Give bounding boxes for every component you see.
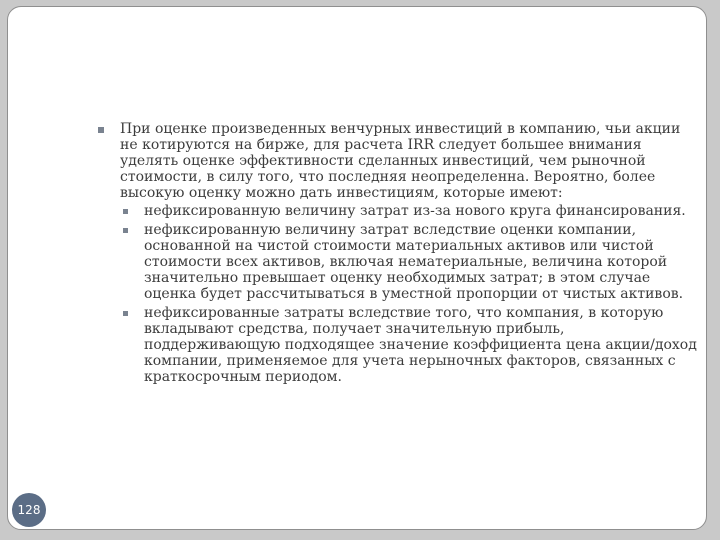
sub-bullet-item [120,203,698,219]
main-paragraph: При оценке произведенных венчурных инвестиций в компанию, чьи акции не котируются на бирже, для расчета IRR следует большее внимания уделять оценке эффективности сделанных инвестиций, чем рыночной стоимости, в силу того, что последняя неопределенна. Вероятно, более высокую оценку можно дать инвестициям, которые имеют: [120,121,681,201]
square-bullet-icon [123,228,128,233]
sub-bullet-list [120,203,698,385]
square-bullet-icon [123,311,128,316]
sub-bullet-item [120,222,698,302]
slide-content [98,121,698,388]
main-bullet-item [98,121,698,385]
sub-item-text: нефиксированную величину затрат вследствие оценки компании, основанной на чистой стоимости материальных активов или чистой стоимости всех активов, включая нематериальные, величина которой значительно превышает оценку необходимых затрат; в этом случае оценка будет рассчитываться в уместной пропорции от чистых активов. [144,222,684,302]
sub-item-text: нефиксированную величину затрат из-за нового круга финансирования. [144,203,686,219]
sub-bullet-item [120,305,698,385]
sub-item-text: нефиксированные затраты вследствие того, что компания, в которую вкладывают средства, получает значительную прибыль, поддерживающую подходящее значение коэффициента цена акции/доход компании, применяемое для учета нерыночных факторов, связанных с краткосрочным периодом. [144,305,697,385]
square-bullet-icon [123,209,128,214]
square-bullet-icon [98,127,104,133]
page-number-badge: 128 [12,493,46,527]
slide [7,6,707,530]
